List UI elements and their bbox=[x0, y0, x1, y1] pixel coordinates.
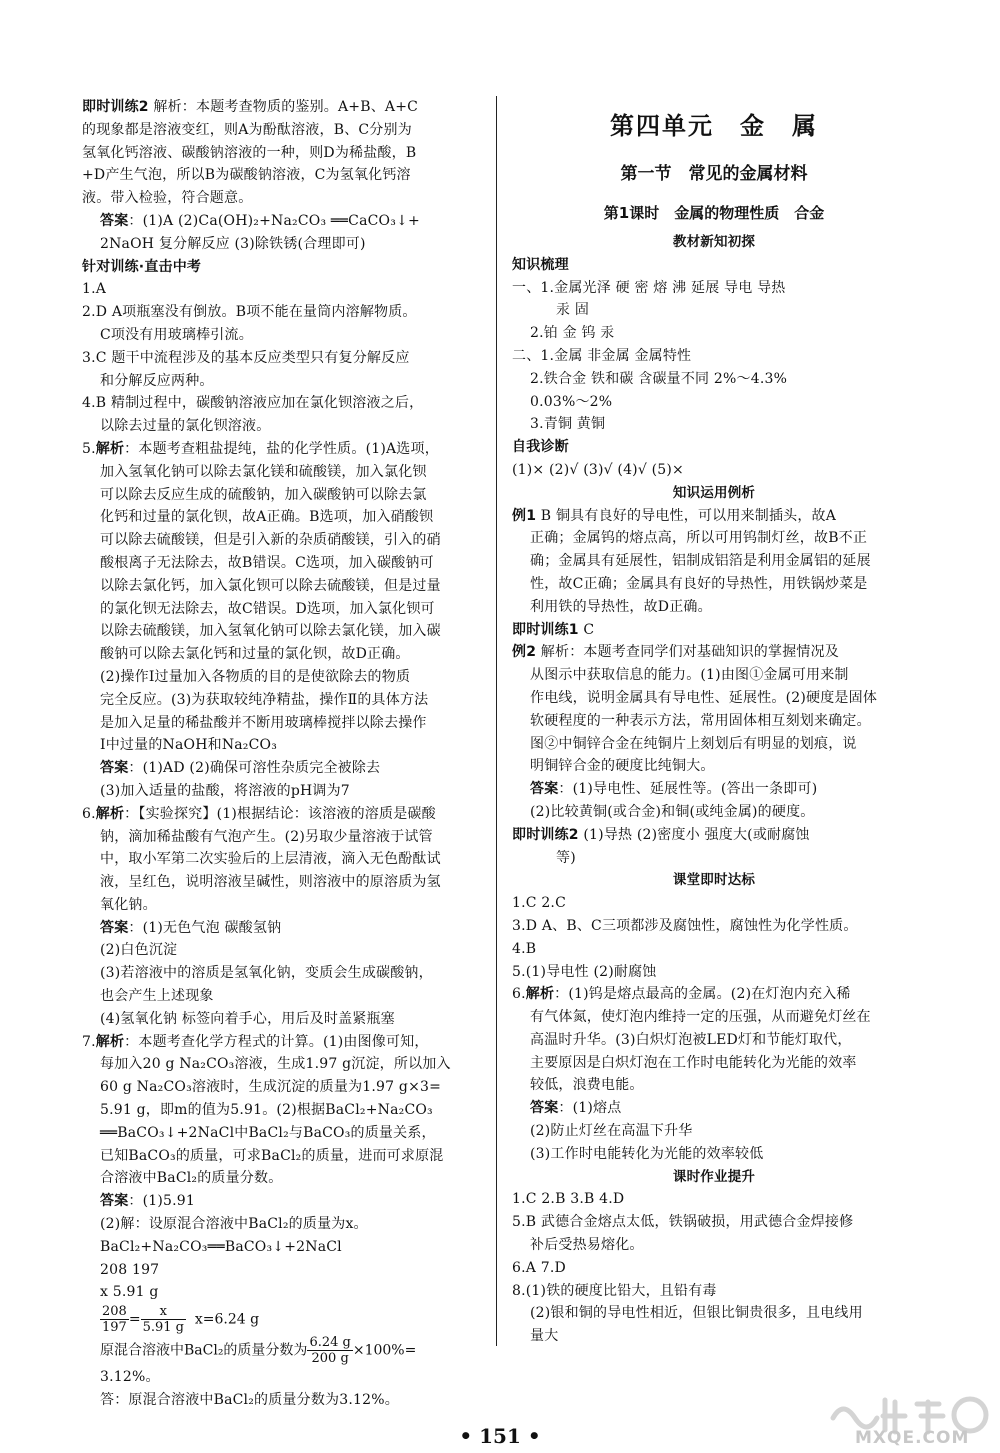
line-text: ：(1)无色气泡 碳酸氢钠 bbox=[128, 919, 282, 936]
answer-line bbox=[512, 687, 916, 710]
answer-line: 1.C 2.B 3.B 4.D bbox=[512, 1191, 625, 1208]
line-text: 可以除去硫酸镁，但是引入新的杂质硝酸镁，引入的硝 bbox=[100, 532, 441, 549]
answer-line: 的现象都是溶液变红，则A为酚酞溶液，B、C分别为 bbox=[82, 121, 412, 138]
answer-line bbox=[512, 413, 916, 436]
answer-line: 一、1.金属光泽 硬 密 熔 沸 延展 导电 导热 bbox=[512, 279, 786, 296]
line-text: 知识运用例析 bbox=[672, 484, 756, 501]
line-text: ：本题考查粗盐提纯，盐的化学性质。(1)A选项， bbox=[124, 440, 439, 457]
line-text: ：(1)钨是熔点最高的金属。(2)在灯泡内充入稀 bbox=[554, 986, 851, 1003]
line-text: 的氯化钡无法除去，故C错误。D选项，加入氯化钡可 bbox=[100, 600, 435, 617]
fraction-denominator: 200 g bbox=[311, 1351, 349, 1367]
answer-line bbox=[82, 506, 482, 529]
line-text: 合溶液中BaCl₂的质量分数。 bbox=[100, 1170, 283, 1187]
answer-line bbox=[82, 643, 482, 666]
line-text: ：本题考查化学方程式的计算。(1)由图像可知， bbox=[124, 1033, 429, 1050]
answer-line: 5.(1)导电性 (2)耐腐蚀 bbox=[512, 963, 657, 980]
answer-line bbox=[82, 575, 482, 598]
line-text: ：(1)AD (2)确保可溶性杂质完全被除去 bbox=[128, 760, 381, 777]
line-text: 6. bbox=[512, 986, 526, 1003]
line-text: 有气体氮，使灯泡内维持一定的压强，从而避免灯丝在 bbox=[530, 1009, 871, 1026]
answer-line: 4.B bbox=[512, 940, 537, 957]
answer-line: 3.12%。 bbox=[100, 1369, 160, 1386]
bold-label: 例1 bbox=[512, 507, 537, 524]
line-text: 中，取小军第二次实验后的上层清液，滴入无色酚酞试 bbox=[100, 851, 441, 868]
answer-line: 氢氧化钙溶液、碳酸钠溶液的一种，则D为稀盐酸，B bbox=[82, 144, 417, 161]
answer-line: 4.B 精制过程中，碳酸钠溶液应加在氯化钡溶液之后， bbox=[82, 395, 424, 412]
line-text: ：(1)A (2)Ca(OH)₂+Na₂CO₃ ══CaCO₃↓+ bbox=[128, 212, 420, 229]
answer-line bbox=[512, 505, 916, 528]
answer-line bbox=[82, 1076, 482, 1099]
answer-line: 液。带入检验，符合题意。 bbox=[82, 190, 253, 207]
line-text: (4)氢氧化钠 标签向着手心，用后及时盖紧瓶塞 bbox=[100, 1010, 395, 1027]
line-text: 明铜锌合金的硬度比纯铜大。 bbox=[530, 758, 715, 775]
line-text: 0.03%～2% bbox=[530, 393, 613, 410]
line-text: 解析：本题考查物质的鉴别。A+B、A+C bbox=[148, 99, 419, 115]
answer-line: 6.A 7.D bbox=[512, 1259, 566, 1276]
line-text: 加入氢氧化钠可以除去氯化镁和硫酸镁，加入氯化钡 bbox=[100, 463, 427, 480]
bold-label: 即时训练2 bbox=[512, 826, 579, 843]
line-text: 汞 固 bbox=[556, 302, 590, 319]
bold-label: 自我诊断 bbox=[512, 439, 569, 456]
line-text: C项没有用玻璃棒引流。 bbox=[100, 326, 253, 343]
section-title: 第一节 常见的金属材料 bbox=[620, 164, 808, 184]
line-text: 主要原因是白炽灯泡在工作时电能转化为光能的效率 bbox=[530, 1054, 857, 1071]
answer-line bbox=[512, 436, 916, 459]
line-text: 高温时升华。(3)白炽灯泡被LED灯和节能灯取代， bbox=[530, 1031, 852, 1048]
answer-line bbox=[82, 803, 482, 826]
answer-line: +D产生气泡，所以B为碳酸钠溶液，C为氢氧化钙溶 bbox=[82, 167, 411, 184]
line-text: (3)若溶液中的溶质是氢氧化钠，变质会生成碳酸钠， bbox=[100, 965, 433, 982]
answer-line: 2.D A项瓶塞没有倒放。B项不能在量筒内溶解物质。 bbox=[82, 304, 417, 321]
line-text: ：(1)导电性、延展性等。(答出一条即可) bbox=[558, 781, 818, 798]
answer-line bbox=[512, 983, 916, 1006]
line-text: ：(1)5.91 bbox=[128, 1193, 196, 1210]
answer-line bbox=[512, 254, 916, 277]
answer-line bbox=[82, 461, 482, 484]
answer-line bbox=[82, 939, 482, 962]
answer-line bbox=[82, 552, 482, 575]
equation-suffix: ×100%= bbox=[352, 1342, 417, 1359]
answer-line bbox=[82, 712, 482, 735]
answer-line bbox=[512, 299, 916, 322]
answer-line bbox=[512, 755, 916, 778]
line-text: 补后受热易熔化。 bbox=[530, 1237, 644, 1254]
bold-label: 例2 bbox=[512, 644, 537, 661]
line-text: 性，故C正确；金属具有良好的导热性，用铁锅炒菜是 bbox=[530, 575, 868, 592]
line-text: 完全反应。(3)为获取较纯净精盐，操作Ⅱ的具体方法 bbox=[100, 691, 429, 708]
answer-line bbox=[82, 1145, 482, 1168]
lesson-title: 第1课时 金属的物理性质 合金 bbox=[603, 204, 825, 222]
answer-line bbox=[82, 962, 482, 985]
answer-line bbox=[512, 1052, 916, 1075]
line-text: 也会产生上述现象 bbox=[100, 988, 214, 1005]
line-text: 量大 bbox=[530, 1328, 559, 1345]
line-text: 液，呈红色，说明溶液呈碱性，则溶液中的原溶质为氢 bbox=[100, 874, 441, 891]
unit-title: 第四单元 金 属 bbox=[610, 112, 818, 140]
answer-line bbox=[82, 780, 482, 803]
line-text: 以除去过量的氯化钡溶液。 bbox=[100, 418, 271, 435]
line-text: 教材新知初探 bbox=[672, 234, 756, 250]
bold-label: 答案 bbox=[100, 919, 129, 936]
answer-line bbox=[512, 710, 916, 733]
answer-line: 8.(1)铁的硬度比铅大，且铅有毒 bbox=[512, 1282, 717, 1299]
subsection-heading bbox=[512, 1166, 916, 1189]
line-text: 6. bbox=[82, 805, 96, 822]
answer-line: 答：原混合溶液中BaCl₂的质量分数为3.12%。 bbox=[100, 1392, 399, 1409]
line-text: 氧化钠。 bbox=[100, 896, 157, 913]
line-text: (2)防止灯丝在高温下升华 bbox=[530, 1123, 693, 1140]
bold-label: 答案 bbox=[530, 781, 559, 798]
line-text: 以除去硫酸镁，加入氢氧化钠可以除去氯化镁，加入碳 bbox=[100, 623, 441, 640]
answer-line bbox=[82, 1122, 482, 1145]
fraction-equation: $\frac{208}{197}$ = $\frac{x}{5.91 g}$ x=6.24 g bbox=[102, 1304, 260, 1336]
line-text: 可以除去反应生成的硫酸钠，加入碳酸钠可以除去氯 bbox=[100, 486, 427, 503]
line-text: (3)加入适量的盐酸，将溶液的pH调为7 bbox=[100, 782, 350, 799]
line-text: 化钙和过量的氯化钡，故A正确。B选项，加入硝酸钡 bbox=[100, 509, 434, 526]
answer-line bbox=[512, 1234, 916, 1257]
answer-line: 3.D A、B、C三项都涉及腐蚀性，腐蚀性为化学性质。 bbox=[512, 917, 858, 934]
line-text: 图②中铜锌合金在纯铜片上刻划后有明显的划痕，说 bbox=[530, 735, 857, 752]
answer-line bbox=[82, 1167, 482, 1190]
line-text: 以除去氯化钙，加入氯化钡可以除去硫酸镁，但是过量 bbox=[100, 577, 441, 594]
line-text: (2)解：设原混合溶液中BaCl₂的质量为x。 bbox=[100, 1216, 368, 1233]
line-text: 2.铁合金 铁和碳 含碳量不同 2%～4.3% bbox=[530, 370, 788, 387]
page-number: • 151 • bbox=[459, 1424, 541, 1448]
line-text: B 铜具有良好的导电性，可以用来制插头，故A bbox=[536, 507, 837, 524]
line-text: 是加入足量的稀盐酸并不断用玻璃棒搅拌以除去操作 bbox=[100, 714, 427, 731]
line-text: 已知BaCO₃的质量，可求BaCl₂的质量，进而可求原混 bbox=[100, 1147, 444, 1164]
answer-line bbox=[82, 438, 482, 461]
answer-line bbox=[512, 1097, 916, 1120]
answer-line bbox=[82, 734, 482, 757]
line-text: C bbox=[578, 621, 595, 638]
line-text: 5. bbox=[82, 440, 96, 457]
answer-line bbox=[82, 415, 482, 438]
answer-line: (1)× (2)√ (3)√ (4)√ (5)× bbox=[512, 461, 684, 478]
answer-line bbox=[512, 1006, 916, 1029]
answer-line bbox=[82, 689, 482, 712]
line-text: 从图示中获取信息的能力。(1)由图①金属可用来制 bbox=[530, 667, 849, 684]
bold-label: 答案 bbox=[530, 1100, 559, 1117]
left-answer-lines bbox=[82, 96, 482, 1304]
answer-line bbox=[82, 894, 482, 917]
answer-line bbox=[512, 801, 916, 824]
bold-label: 针对训练·直击中考 bbox=[82, 258, 202, 275]
bold-label: 知识梳理 bbox=[512, 256, 569, 273]
column-divider bbox=[496, 96, 497, 1346]
answer-line bbox=[512, 619, 916, 642]
bold-label: 解析 bbox=[95, 440, 125, 457]
answer-line bbox=[512, 733, 916, 756]
fraction-denominator: 5.91 g bbox=[142, 1320, 184, 1336]
line-text: (3)工作时电能转化为光能的效率较低 bbox=[530, 1145, 764, 1162]
answer-line bbox=[82, 233, 482, 256]
line-text: 5.91 g，即m的值为5.91。(2)根据BaCl₂+Na₂CO₃ bbox=[100, 1102, 433, 1119]
answer-line bbox=[82, 1281, 482, 1304]
line-text: 酸根离子无法除去，故B错误。C选项，加入碳酸钠可 bbox=[100, 554, 434, 571]
line-text: 确；金属具有延展性，铝制成铝箔是利用金属铝的延展 bbox=[530, 553, 871, 570]
line-text: 钠，滴加稀盐酸有气泡产生。(2)另取少量溶液于试管 bbox=[100, 828, 433, 845]
line-text: 60 g Na₂CO₃溶液时，生成沉淀的质量为1.97 g×3= bbox=[100, 1079, 442, 1096]
answer-line: 3.C 题干中流程涉及的基本反应类型只有复分解反应 bbox=[82, 349, 410, 366]
bold-label: 解析 bbox=[525, 986, 555, 1003]
answer-line bbox=[512, 778, 916, 801]
line-text: 正确；金属钨的熔点高，所以可用钨制灯丝，故B不正 bbox=[530, 530, 868, 547]
bold-label: 答案 bbox=[100, 1193, 129, 1210]
line-text: 3.青铜 黄铜 bbox=[530, 416, 606, 433]
answer-line: 1.A bbox=[82, 281, 107, 298]
answer-line bbox=[512, 1325, 916, 1348]
answer-line bbox=[82, 1190, 482, 1213]
answer-line bbox=[512, 1074, 916, 1097]
answer-line bbox=[512, 1143, 916, 1166]
line-text: ══BaCO₃↓+2NaCl中BaCl₂与BaCO₃的质量关系， bbox=[100, 1124, 436, 1141]
line-text: (2)比较黄铜(或合金)和铜(或纯金属)的硬度。 bbox=[530, 803, 815, 820]
subsection-heading bbox=[512, 482, 916, 505]
line-text: 等) bbox=[556, 849, 576, 866]
answer-line: 5.B 武德合金熔点太低，铁锅破损，用武德合金焊接修 bbox=[512, 1214, 854, 1231]
bold-label: 解析 bbox=[95, 1033, 125, 1050]
answer-line bbox=[82, 620, 482, 643]
answer-line: 1.C 2.C bbox=[512, 895, 566, 912]
answer-line bbox=[82, 484, 482, 507]
line-text: ：(1)熔点 bbox=[558, 1100, 622, 1117]
equation-prefix: 原混合溶液中BaCl₂的质量分数为 bbox=[100, 1342, 308, 1359]
answer-line bbox=[82, 1099, 482, 1122]
line-text: 2NaOH 复分解反应 (3)除铁锈(合理即可) bbox=[100, 235, 366, 252]
answer-line bbox=[82, 96, 482, 119]
subsection-heading bbox=[512, 231, 916, 254]
line-text: x 5.91 g bbox=[100, 1284, 159, 1301]
line-text: 208 197 bbox=[100, 1261, 160, 1278]
answer-line bbox=[512, 550, 916, 573]
answer-line bbox=[82, 210, 482, 233]
answer-line bbox=[512, 1302, 916, 1325]
answer-line bbox=[82, 598, 482, 621]
answer-line bbox=[82, 757, 482, 780]
line-text: 较低，浪费电能。 bbox=[530, 1077, 644, 1094]
answer-line bbox=[512, 664, 916, 687]
watermark-text: MXQE.COM bbox=[855, 1428, 970, 1448]
fraction-numerator: 6.24 g bbox=[309, 1335, 351, 1351]
line-text: 解析：本题考查同学们对基础知识的掌握情况及 bbox=[536, 644, 840, 661]
answer-line bbox=[82, 256, 482, 279]
answer-line bbox=[512, 322, 916, 345]
answer-line bbox=[82, 985, 482, 1008]
answer-line bbox=[512, 596, 916, 619]
line-text: 课堂即时达标 bbox=[672, 872, 756, 889]
subsection-heading bbox=[512, 869, 916, 892]
right-answer-lines bbox=[512, 231, 916, 1348]
answer-line bbox=[82, 1008, 482, 1031]
bold-label: 即时训练1 bbox=[512, 621, 579, 638]
answer-line bbox=[82, 848, 482, 871]
line-text: (1)导热 (2)密度小 强度大(或耐腐蚀 bbox=[578, 826, 810, 843]
fraction-numerator: 208 bbox=[102, 1304, 127, 1320]
line-text: 课时作业提升 bbox=[672, 1168, 756, 1185]
bold-label: 即时训练2 bbox=[82, 99, 149, 115]
answer-line bbox=[82, 1259, 482, 1282]
line-text: (2)操作Ⅰ过量加入各物质的目的是使欲除去的物质 bbox=[100, 668, 411, 685]
answer-line bbox=[82, 917, 482, 940]
equation-result: x=6.24 g bbox=[194, 1311, 260, 1328]
bold-label: 答案 bbox=[100, 760, 129, 777]
fraction bbox=[141, 1304, 186, 1335]
bold-label: 解析 bbox=[95, 805, 125, 822]
answer-line bbox=[512, 1120, 916, 1143]
fraction-denominator: 197 bbox=[102, 1320, 127, 1336]
answer-line bbox=[512, 527, 916, 550]
answer-line bbox=[512, 573, 916, 596]
answer-line bbox=[512, 641, 916, 664]
percent-equation bbox=[82, 1335, 482, 1366]
answer-line bbox=[82, 1031, 482, 1054]
line-text: 和分解反应两种。 bbox=[100, 372, 214, 389]
answer-line: 二、1.金属 非金属 金属特性 bbox=[512, 347, 692, 364]
answer-line bbox=[512, 824, 916, 847]
line-text: 每加入20 g Na₂CO₃溶液，生成1.97 g沉淀，所以加入 bbox=[100, 1056, 451, 1073]
answer-line bbox=[512, 368, 916, 391]
answer-line bbox=[512, 1029, 916, 1052]
right-column bbox=[512, 96, 916, 1348]
line-text: ：【实验探究】(1)根据结论：该溶液的溶质是碳酸 bbox=[124, 805, 436, 822]
left-column bbox=[82, 96, 482, 1412]
answer-line bbox=[82, 826, 482, 849]
fraction bbox=[307, 1335, 352, 1366]
line-text: 利用铁的导热性，故D正确。 bbox=[530, 598, 712, 615]
answer-line bbox=[82, 666, 482, 689]
answer-line bbox=[82, 1213, 482, 1236]
line-text: (2)白色沉淀 bbox=[100, 942, 178, 959]
answer-line bbox=[82, 370, 482, 393]
line-text: Ⅰ中过量的NaOH和Na₂CO₃ bbox=[100, 737, 278, 754]
answer-line bbox=[82, 1236, 482, 1259]
line-text: BaCl₂+Na₂CO₃══BaCO₃↓+2NaCl bbox=[100, 1238, 342, 1255]
line-text: 2.铂 金 钨 汞 bbox=[530, 325, 615, 342]
answer-line bbox=[82, 324, 482, 347]
answer-line bbox=[82, 529, 482, 552]
answer-line bbox=[512, 391, 916, 414]
fraction bbox=[100, 1304, 129, 1335]
line-text: (2)银和铜的导电性相近，但银比铜贵很多，且电线用 bbox=[530, 1305, 863, 1322]
line-text: 酸钠可以除去氯化钙和过量的氯化钡，故D正确。 bbox=[100, 646, 410, 663]
fraction-numerator: x bbox=[141, 1304, 186, 1320]
line-text: 7. bbox=[82, 1033, 96, 1050]
bold-label: 答案 bbox=[100, 212, 129, 229]
answer-line bbox=[512, 847, 916, 870]
line-text: 作电线，说明金属具有导电性、延展性。(2)硬度是固体 bbox=[530, 689, 878, 706]
answer-line bbox=[82, 871, 482, 894]
line-text: 软硬程度的一种表示方法，常用固体相互刻划来确定。 bbox=[530, 712, 871, 729]
answer-line bbox=[82, 1053, 482, 1076]
